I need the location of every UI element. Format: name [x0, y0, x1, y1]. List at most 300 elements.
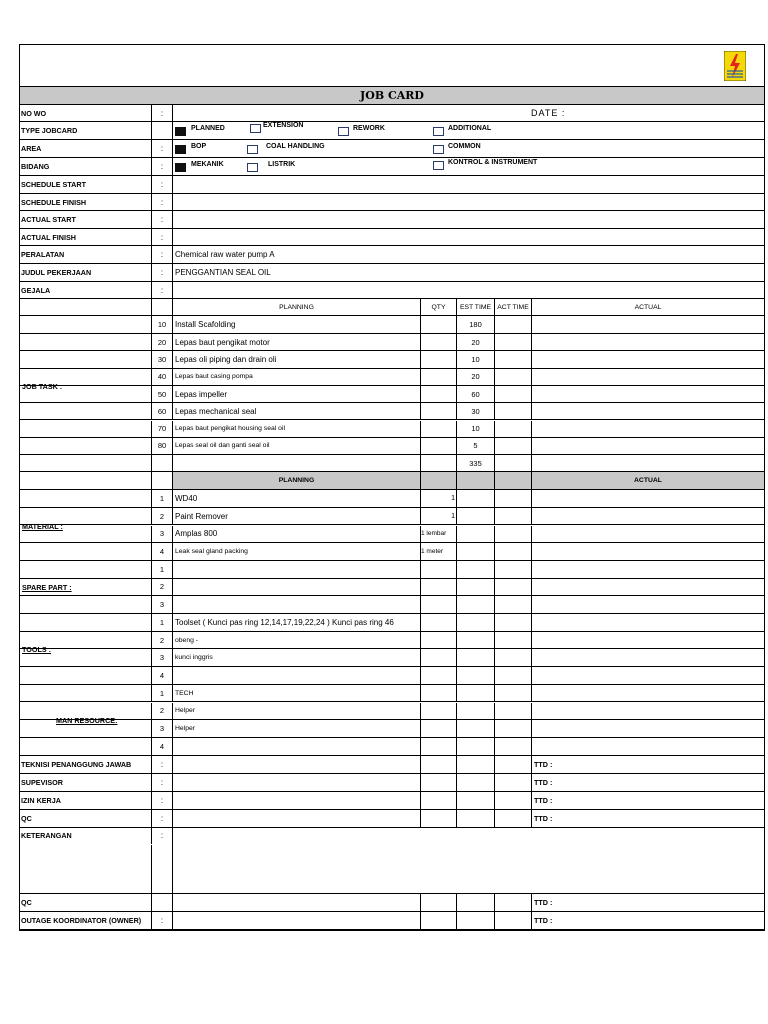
- est-time-cell[interactable]: 335: [456, 455, 494, 471]
- field-value-schedule-finish[interactable]: [172, 194, 764, 210]
- job-task-description[interactable]: Lepas oli piping dan drain oli: [172, 351, 420, 367]
- act-time-cell[interactable]: [494, 403, 531, 419]
- job-task-row-label-cell: [20, 334, 151, 350]
- blank-cell: [151, 845, 172, 893]
- item-number: 1: [151, 561, 172, 578]
- pln-logo-icon: [724, 51, 746, 81]
- field-row-peralatan: [20, 246, 764, 264]
- blank-cell[interactable]: [456, 912, 494, 929]
- qty-cell[interactable]: [420, 438, 456, 454]
- field-value-judul-pekerjaan[interactable]: PENGGANTIAN SEAL OIL: [172, 264, 764, 281]
- field-label-area: AREA: [21, 144, 42, 153]
- actual-cell[interactable]: [531, 490, 764, 507]
- qty-cell[interactable]: [420, 720, 456, 737]
- qty-cell[interactable]: [420, 316, 456, 333]
- act-time-cell[interactable]: [494, 438, 531, 454]
- checkbox-bop[interactable]: [175, 145, 186, 154]
- signoff-name-cell[interactable]: [172, 894, 420, 911]
- act-time-cell[interactable]: [494, 632, 531, 649]
- spare-part-item[interactable]: [172, 596, 420, 613]
- colon-separator: :: [151, 105, 172, 121]
- field-label-actual-finish: ACTUAL FINISH: [21, 232, 76, 242]
- blank-cell[interactable]: [456, 774, 494, 791]
- qty-cell[interactable]: [420, 386, 456, 402]
- blank-cell[interactable]: [420, 912, 456, 929]
- act-time-cell[interactable]: [494, 386, 531, 402]
- job-task-description[interactable]: Lepas baut pengikat housing seal oil: [172, 421, 420, 437]
- signoff-label: SUPEVISOR: [21, 777, 63, 787]
- signoff-row: [20, 756, 764, 774]
- field-label-peralatan: PERALATAN: [21, 250, 65, 259]
- actual-cell[interactable]: [531, 455, 764, 471]
- act-time-cell[interactable]: [494, 526, 531, 543]
- qty-cell[interactable]: [420, 738, 456, 755]
- job-task-row: [20, 369, 764, 386]
- qty-cell[interactable]: 1: [420, 490, 456, 507]
- section-actual-header: ACTUAL: [531, 472, 764, 489]
- job-task-row: [20, 334, 764, 351]
- signoff-name-cell[interactable]: [172, 912, 420, 929]
- field-row-gejala: [20, 282, 764, 299]
- spare-part-label: SPARE PART :: [22, 583, 72, 593]
- job-task-row: [20, 351, 764, 368]
- item-number: 80: [151, 438, 172, 454]
- blank-cell[interactable]: [456, 756, 494, 773]
- est-time-cell[interactable]: [456, 561, 494, 578]
- actual-cell[interactable]: [531, 596, 764, 613]
- colon-separator: :: [151, 176, 172, 193]
- field-label-bidang: BIDANG: [21, 162, 50, 171]
- item-number: 1: [151, 614, 172, 631]
- colon-separator: :: [151, 211, 172, 228]
- field-label-actual-start: ACTUAL START: [21, 215, 76, 224]
- option-label: LISTRIK: [268, 161, 296, 168]
- date-label: DATE :: [531, 108, 566, 118]
- qty-cell[interactable]: [420, 596, 456, 613]
- qty-cell[interactable]: [420, 351, 456, 367]
- signoff-name-cell[interactable]: [172, 774, 420, 791]
- man-resource-label-merge: [20, 685, 150, 755]
- act-time-cell[interactable]: [494, 369, 531, 385]
- field-value-actual-finish[interactable]: [172, 229, 764, 245]
- actual-header: ACTUAL: [531, 299, 764, 315]
- job-task-description[interactable]: Lepas mechanical seal: [172, 403, 420, 419]
- actual-cell[interactable]: [531, 386, 764, 402]
- colon-separator: :: [151, 264, 172, 281]
- actual-cell[interactable]: [531, 508, 764, 525]
- ttd-signature-cell[interactable]: TTD :: [531, 792, 764, 809]
- section-planning-header: PLANNING: [172, 472, 420, 489]
- field-row-schedule-start: [20, 176, 764, 194]
- option-label: REWORK: [353, 125, 385, 132]
- material-item[interactable]: Leak seal gland packing: [172, 543, 420, 560]
- checkbox-extension[interactable]: [250, 124, 261, 133]
- signoff-name-cell[interactable]: [172, 756, 420, 773]
- est-time-cell[interactable]: 60: [456, 386, 494, 402]
- field-row-judul-pekerjaan: [20, 264, 764, 282]
- ttd-signature-cell[interactable]: TTD :: [531, 894, 764, 911]
- colon-separator: :: [151, 810, 172, 827]
- est-time-cell[interactable]: 10: [456, 421, 494, 437]
- act-time-header: ACT TIME: [494, 299, 531, 315]
- item-number: 30: [151, 351, 172, 367]
- man-resource-item[interactable]: TECH: [172, 685, 420, 702]
- qty-cell[interactable]: [420, 667, 456, 684]
- option-label: COAL HANDLING: [266, 143, 325, 150]
- act-time-cell[interactable]: [494, 490, 531, 507]
- page-title: JOB CARD: [360, 89, 424, 102]
- item-number: 2: [151, 508, 172, 525]
- blank-cell[interactable]: [494, 912, 531, 929]
- field-label-no-wo: NO WO: [21, 108, 47, 118]
- field-row-schedule-finish: [20, 194, 764, 211]
- est-time-cell[interactable]: [456, 543, 494, 560]
- keterangan-extension-row: [20, 845, 764, 894]
- man-resource-label: MAN RESOURCE:: [56, 716, 118, 726]
- colon-separator: :: [151, 246, 172, 263]
- material-item[interactable]: Paint Remover: [172, 508, 420, 525]
- qty-cell[interactable]: 1: [420, 508, 456, 525]
- signoff-name-cell[interactable]: [172, 810, 420, 827]
- actual-cell[interactable]: [531, 579, 764, 596]
- est-time-cell[interactable]: [456, 508, 494, 525]
- actual-cell[interactable]: [531, 667, 764, 684]
- blank-cell[interactable]: [420, 894, 456, 911]
- checkbox-kontrol-instrument[interactable]: [433, 161, 444, 170]
- actual-cell[interactable]: [531, 720, 764, 737]
- colon-separator: :: [151, 194, 172, 210]
- act-time-cell[interactable]: [494, 703, 531, 720]
- checkbox-planned[interactable]: [175, 127, 186, 136]
- est-time-cell[interactable]: [456, 526, 494, 543]
- act-time-cell[interactable]: [494, 579, 531, 596]
- spare-part-item[interactable]: [172, 579, 420, 596]
- actual-cell[interactable]: [531, 334, 764, 350]
- field-row-type-jobcard: [20, 122, 764, 140]
- actual-cell[interactable]: [531, 369, 764, 385]
- blank-cell[interactable]: [456, 894, 494, 911]
- est-time-cell[interactable]: 5: [456, 438, 494, 454]
- option-label: MEKANIK: [191, 161, 224, 168]
- spare-part-item[interactable]: [172, 561, 420, 578]
- field-value-schedule-start[interactable]: [172, 176, 764, 193]
- blank-cell[interactable]: [456, 810, 494, 827]
- blank-cell[interactable]: [494, 894, 531, 911]
- option-label: BOP: [191, 143, 207, 150]
- colon-separator: :: [151, 828, 172, 844]
- colon-separator: :: [151, 158, 172, 175]
- signoff-label: OUTAGE KOORDINATOR (OWNER): [21, 915, 142, 925]
- field-row-area: [20, 140, 764, 158]
- item-number: 3: [151, 526, 172, 543]
- est-time-cell[interactable]: [456, 667, 494, 684]
- actual-cell[interactable]: [531, 526, 764, 543]
- act-time-cell[interactable]: [494, 596, 531, 613]
- job-card-sheet: [19, 44, 765, 931]
- qty-cell[interactable]: [420, 334, 456, 350]
- blank-cell[interactable]: [420, 774, 456, 791]
- man-resource-item[interactable]: [172, 738, 420, 755]
- actual-cell[interactable]: [531, 614, 764, 631]
- keterangan-value[interactable]: [172, 828, 764, 844]
- colon-separator: :: [151, 792, 172, 809]
- options-bidang: [172, 158, 764, 175]
- field-label-judul-pekerjaan: JUDUL PEKERJAAN: [21, 268, 92, 277]
- signoff-label: IZIN KERJA: [21, 795, 61, 805]
- keterangan-label: KETERANGAN: [21, 831, 72, 841]
- est-time-cell[interactable]: [456, 579, 494, 596]
- planning-header: PLANNING: [172, 299, 420, 315]
- signoff-label: TEKNISI PENANGGUNG JAWAB: [21, 759, 132, 769]
- actual-cell[interactable]: [531, 561, 764, 578]
- signoff-label: QC: [21, 897, 32, 907]
- job-task-description[interactable]: Lepas seal oil dan ganti seal oil: [172, 438, 420, 454]
- bottom-signoff-row: [20, 912, 764, 930]
- est-time-cell[interactable]: [456, 649, 494, 666]
- checkbox-additional[interactable]: [433, 127, 444, 136]
- man-resource-item[interactable]: Helper: [172, 703, 420, 720]
- actual-cell[interactable]: [531, 316, 764, 333]
- item-number: 3: [151, 720, 172, 737]
- blank-cell[interactable]: [494, 792, 531, 809]
- act-time-cell[interactable]: [494, 685, 531, 702]
- actual-cell[interactable]: [531, 649, 764, 666]
- est-time-cell[interactable]: [456, 614, 494, 631]
- signoff-row: [20, 810, 764, 828]
- colon-separator: :: [151, 282, 172, 298]
- act-time-cell[interactable]: [494, 334, 531, 350]
- ttd-signature-cell[interactable]: TTD :: [531, 912, 764, 929]
- item-number: [151, 455, 172, 471]
- job-task-description[interactable]: Install Scafolding: [172, 316, 420, 333]
- job-task-description[interactable]: Lepas impeller: [172, 386, 420, 402]
- field-label-gejala: GEJALA: [21, 285, 51, 295]
- tools-item[interactable]: kunci inggris: [172, 649, 420, 666]
- job-task-row-label-cell: [20, 351, 151, 367]
- qty-header: QTY: [420, 299, 456, 315]
- item-number: 40: [151, 369, 172, 385]
- job-task-row: [20, 386, 764, 403]
- job-label-cell: [20, 299, 151, 315]
- checkbox-coal-handling[interactable]: [247, 145, 258, 154]
- job-task-row: [20, 421, 764, 438]
- job-task-row-label-cell: [20, 421, 151, 437]
- field-value-actual-start[interactable]: [172, 211, 764, 228]
- option-label: COMMON: [448, 143, 481, 150]
- item-number: 3: [151, 649, 172, 666]
- field-value-gejala[interactable]: [172, 282, 764, 298]
- actual-cell[interactable]: [531, 632, 764, 649]
- ttd-signature-cell[interactable]: TTD :: [531, 810, 764, 827]
- item-number: 70: [151, 421, 172, 437]
- act-time-cell[interactable]: [494, 614, 531, 631]
- spare-part-label-merge: [20, 561, 150, 613]
- blank-cell[interactable]: [420, 810, 456, 827]
- job-header-row: [20, 299, 764, 316]
- item-number: 2: [151, 632, 172, 649]
- tools-item[interactable]: [172, 667, 420, 684]
- qty-cell[interactable]: [420, 579, 456, 596]
- act-time-cell[interactable]: [494, 561, 531, 578]
- man-resource-item[interactable]: Helper: [172, 720, 420, 737]
- job-task-row-label-cell: [20, 316, 151, 333]
- est-time-cell[interactable]: 20: [456, 369, 494, 385]
- colon-separator: :: [151, 774, 172, 791]
- blank-cell: [456, 472, 494, 489]
- est-time-cell[interactable]: [456, 720, 494, 737]
- item-description[interactable]: [172, 455, 420, 471]
- act-time-cell[interactable]: [494, 508, 531, 525]
- colon-separator: :: [151, 912, 172, 929]
- item-number: 10: [151, 316, 172, 333]
- item-number: 4: [151, 543, 172, 560]
- signoff-name-cell[interactable]: [172, 792, 420, 809]
- tools-label-merge: [20, 614, 150, 684]
- est-time-cell[interactable]: [456, 703, 494, 720]
- est-time-cell[interactable]: [456, 632, 494, 649]
- actual-cell[interactable]: [531, 738, 764, 755]
- checkbox-rework[interactable]: [338, 127, 349, 136]
- tools-item[interactable]: Toolset ( Kunci pas ring 12,14,17,19,22,24 ) Kunci pas ring 46: [172, 614, 420, 631]
- actual-cell[interactable]: [531, 403, 764, 419]
- field-label-type-jobcard: TYPE JOBCARD: [21, 126, 78, 135]
- actual-cell[interactable]: [531, 351, 764, 367]
- qty-cell[interactable]: 1 lembar: [420, 526, 456, 543]
- act-time-cell[interactable]: [494, 543, 531, 560]
- qty-cell[interactable]: [420, 421, 456, 437]
- qty-cell[interactable]: [420, 561, 456, 578]
- checkbox-listrik[interactable]: [247, 163, 258, 172]
- field-value-peralatan[interactable]: Chemical raw water pump A: [172, 246, 764, 263]
- keterangan-value-area[interactable]: [172, 843, 764, 893]
- material-item[interactable]: WD40: [172, 490, 420, 507]
- blank-cell[interactable]: [456, 792, 494, 809]
- est-time-cell[interactable]: 30: [456, 403, 494, 419]
- job-task-label: JOB TASK :: [22, 381, 63, 391]
- field-row-actual-start: [20, 211, 764, 229]
- blank-cell[interactable]: [420, 756, 456, 773]
- field-row-no-wo: [20, 105, 764, 122]
- field-row-actual-finish: [20, 229, 764, 246]
- tools-label: TOOLS :: [22, 645, 52, 655]
- job-task-row: [20, 438, 764, 455]
- item-number: 1: [151, 490, 172, 507]
- blank-cell[interactable]: [494, 810, 531, 827]
- title-row: [20, 87, 764, 105]
- act-time-cell[interactable]: [494, 667, 531, 684]
- act-time-cell[interactable]: [494, 316, 531, 333]
- header-logo-row: [20, 45, 764, 87]
- act-time-cell[interactable]: [494, 649, 531, 666]
- option-label: PLANNED: [191, 125, 225, 132]
- material-item[interactable]: Amplas 800: [172, 526, 420, 543]
- tools-item[interactable]: obeng -: [172, 632, 420, 649]
- job-total-row: [20, 455, 764, 472]
- option-label: EXTENSION: [263, 122, 304, 129]
- qty-cell[interactable]: [420, 632, 456, 649]
- options-type-jobcard: [172, 122, 764, 139]
- item-number: 50: [151, 386, 172, 402]
- bottom-signoff-row: [20, 894, 764, 912]
- item-number: 20: [151, 334, 172, 350]
- item-number: 60: [151, 403, 172, 419]
- field-value-no-wo[interactable]: [172, 105, 764, 121]
- material-label-merge: [20, 490, 150, 560]
- blank-cell: [494, 472, 531, 489]
- item-number: 3: [151, 596, 172, 613]
- actual-cell[interactable]: [531, 438, 764, 454]
- actual-cell[interactable]: [531, 703, 764, 720]
- qty-cell[interactable]: [420, 685, 456, 702]
- job-task-row: [20, 403, 764, 420]
- checkbox-mekanik[interactable]: [175, 163, 186, 172]
- est-time-cell[interactable]: 180: [456, 316, 494, 333]
- job-task-description[interactable]: Lepas baut casing pompa: [172, 369, 420, 385]
- est-time-cell[interactable]: 20: [456, 334, 494, 350]
- est-time-header: EST TIME: [456, 299, 494, 315]
- qty-cell[interactable]: [420, 649, 456, 666]
- material-label: MATERIAL :: [22, 521, 63, 531]
- actual-cell[interactable]: [531, 543, 764, 560]
- item-number: 1: [151, 685, 172, 702]
- qty-cell[interactable]: [420, 614, 456, 631]
- ttd-signature-cell[interactable]: TTD :: [531, 756, 764, 773]
- blank-cell[interactable]: [494, 756, 531, 773]
- job-task-row: [20, 316, 764, 334]
- item-number: 2: [151, 579, 172, 596]
- colon-separator: :: [151, 140, 172, 157]
- blank-cell[interactable]: [420, 792, 456, 809]
- job-task-row-label-cell: [20, 438, 151, 454]
- blank-cell: [420, 472, 456, 489]
- checkbox-common[interactable]: [433, 145, 444, 154]
- job-task-description[interactable]: Lepas baut pengikat motor: [172, 334, 420, 350]
- qty-cell[interactable]: 1 meter: [420, 543, 456, 560]
- job-total-row-label-cell: [20, 455, 151, 471]
- est-time-cell[interactable]: [456, 596, 494, 613]
- act-time-cell[interactable]: [494, 738, 531, 755]
- signoff-label: QC: [21, 813, 32, 823]
- actual-cell[interactable]: [531, 421, 764, 437]
- colon-separator: [151, 894, 172, 911]
- ttd-signature-cell[interactable]: TTD :: [531, 774, 764, 791]
- blank-cell: [151, 299, 172, 315]
- option-label: ADDITIONAL: [448, 125, 492, 132]
- blank-cell: [20, 472, 151, 489]
- est-time-cell[interactable]: [456, 738, 494, 755]
- blank-cell[interactable]: [494, 774, 531, 791]
- est-time-cell[interactable]: [456, 685, 494, 702]
- actual-cell[interactable]: [531, 685, 764, 702]
- blank-cell: [151, 472, 172, 489]
- act-time-cell[interactable]: [494, 421, 531, 437]
- act-time-cell[interactable]: [494, 720, 531, 737]
- est-time-cell[interactable]: [456, 490, 494, 507]
- qty-cell[interactable]: [420, 369, 456, 385]
- job-task-row-label-cell: [20, 403, 151, 419]
- field-row-bidang: [20, 158, 764, 176]
- act-time-cell[interactable]: [494, 351, 531, 367]
- qty-cell[interactable]: [420, 403, 456, 419]
- signoff-row: [20, 774, 764, 792]
- field-label-schedule-finish: SCHEDULE FINISH: [21, 197, 87, 207]
- colon-separator: :: [151, 756, 172, 773]
- qty-cell[interactable]: [420, 455, 456, 471]
- est-time-cell[interactable]: 10: [456, 351, 494, 367]
- act-time-cell[interactable]: [494, 455, 531, 471]
- qty-cell[interactable]: [420, 703, 456, 720]
- option-label: KONTROL & INSTRUMENT: [448, 159, 538, 166]
